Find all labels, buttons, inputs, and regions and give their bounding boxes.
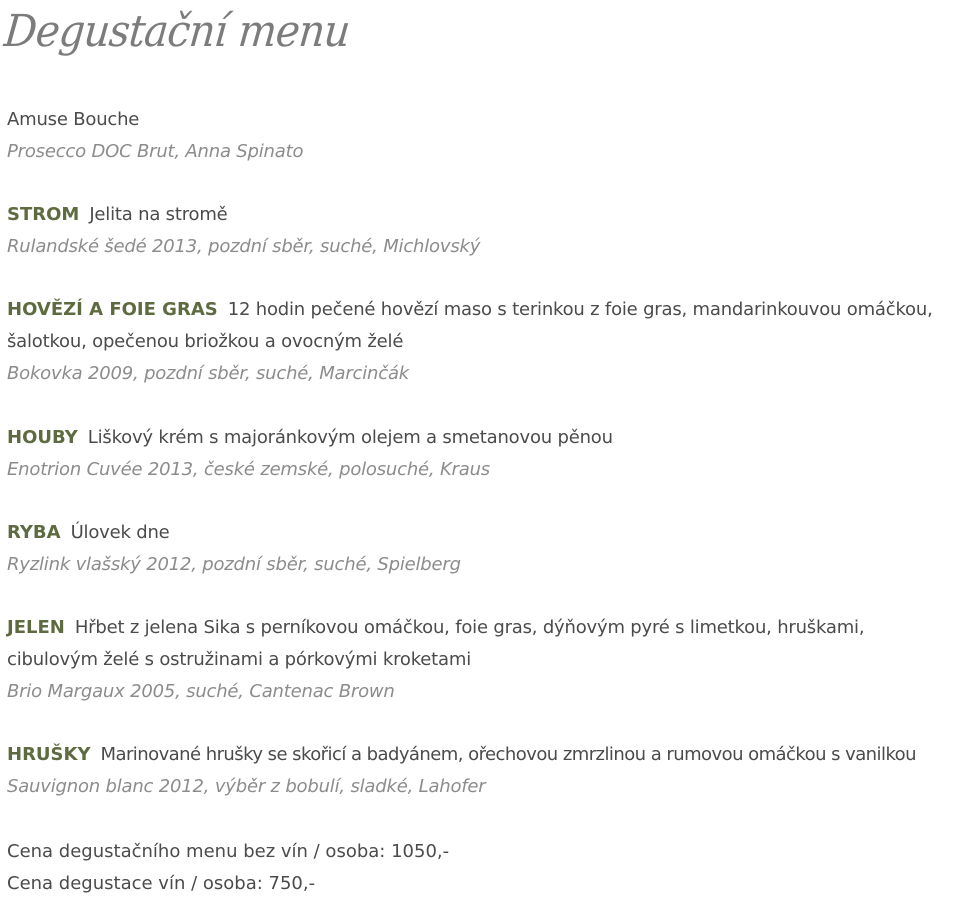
- course-dish-continued: cibulovým želé s ostružinami a pórkovými kroketami: [7, 649, 471, 670]
- course-name: HRUŠKY: [7, 744, 91, 765]
- course-dish: 12 hodin pečené hovězí maso s terinkou z foie gras, mandarinkouvou omáčkou,: [227, 299, 933, 320]
- course-jelen: [7, 612, 959, 708]
- course-name: HOVĚZÍ A FOIE GRAS: [7, 299, 218, 320]
- course-wine: Bokovka 2009, pozdní sběr, suché, Marcinčák: [7, 363, 410, 384]
- course-dish: Liškový krém s majoránkovým olejem a smetanovou pěnou: [87, 427, 613, 448]
- course-strom: [7, 199, 959, 263]
- course-name: HOUBY: [7, 427, 78, 448]
- course-dish-continued: šalotkou, opečenou briožkou a ovocným želé: [7, 331, 404, 352]
- course-name: STROM: [7, 204, 80, 225]
- course-wine: Prosecco DOC Brut, Anna Spinato: [7, 141, 304, 162]
- price-wine: Cena degustace vín / osoba: 750,-: [7, 873, 316, 894]
- course-ryba: [7, 517, 959, 581]
- course-hovezi-foie-gras: [7, 294, 959, 390]
- course-dish: Jelita na stromě: [89, 204, 228, 225]
- course-hrusky: [7, 739, 959, 803]
- course-amuse-bouche: [7, 104, 959, 168]
- course-name: JELEN: [7, 617, 65, 638]
- course-dish: Marinované hrušky se skořicí a badyánem, ořechovou zmrzlinou a rumovou omáčkou s vanilkou: [100, 744, 916, 765]
- price-list: [7, 836, 449, 900]
- course-wine: Enotrion Cuvée 2013, české zemské, polosuché, Kraus: [7, 459, 490, 480]
- course-dish: Úlovek dne: [70, 522, 170, 543]
- course-dish: Amuse Bouche: [7, 109, 140, 130]
- course-wine: Sauvignon blanc 2012, výběr z bobulí, sladké, Lahofer: [7, 776, 486, 797]
- price-menu: Cena degustačního menu bez vín / osoba: 1050,-: [7, 841, 450, 862]
- course-wine: Rulandské šedé 2013, pozdní sběr, suché, Michlovský: [7, 236, 481, 257]
- course-wine: Brio Margaux 2005, suché, Cantenac Brown: [7, 681, 395, 702]
- menu-title: Degustační menu: [2, 6, 352, 57]
- course-wine: Ryzlink vlašský 2012, pozdní sběr, suché, Spielberg: [7, 554, 461, 575]
- course-dish: Hřbet z jelena Sika s perníkovou omáčkou, foie gras, dýňovým pyré s limetkou, hruškami,: [74, 617, 865, 638]
- course-houby: [7, 422, 959, 486]
- course-name: RYBA: [7, 522, 61, 543]
